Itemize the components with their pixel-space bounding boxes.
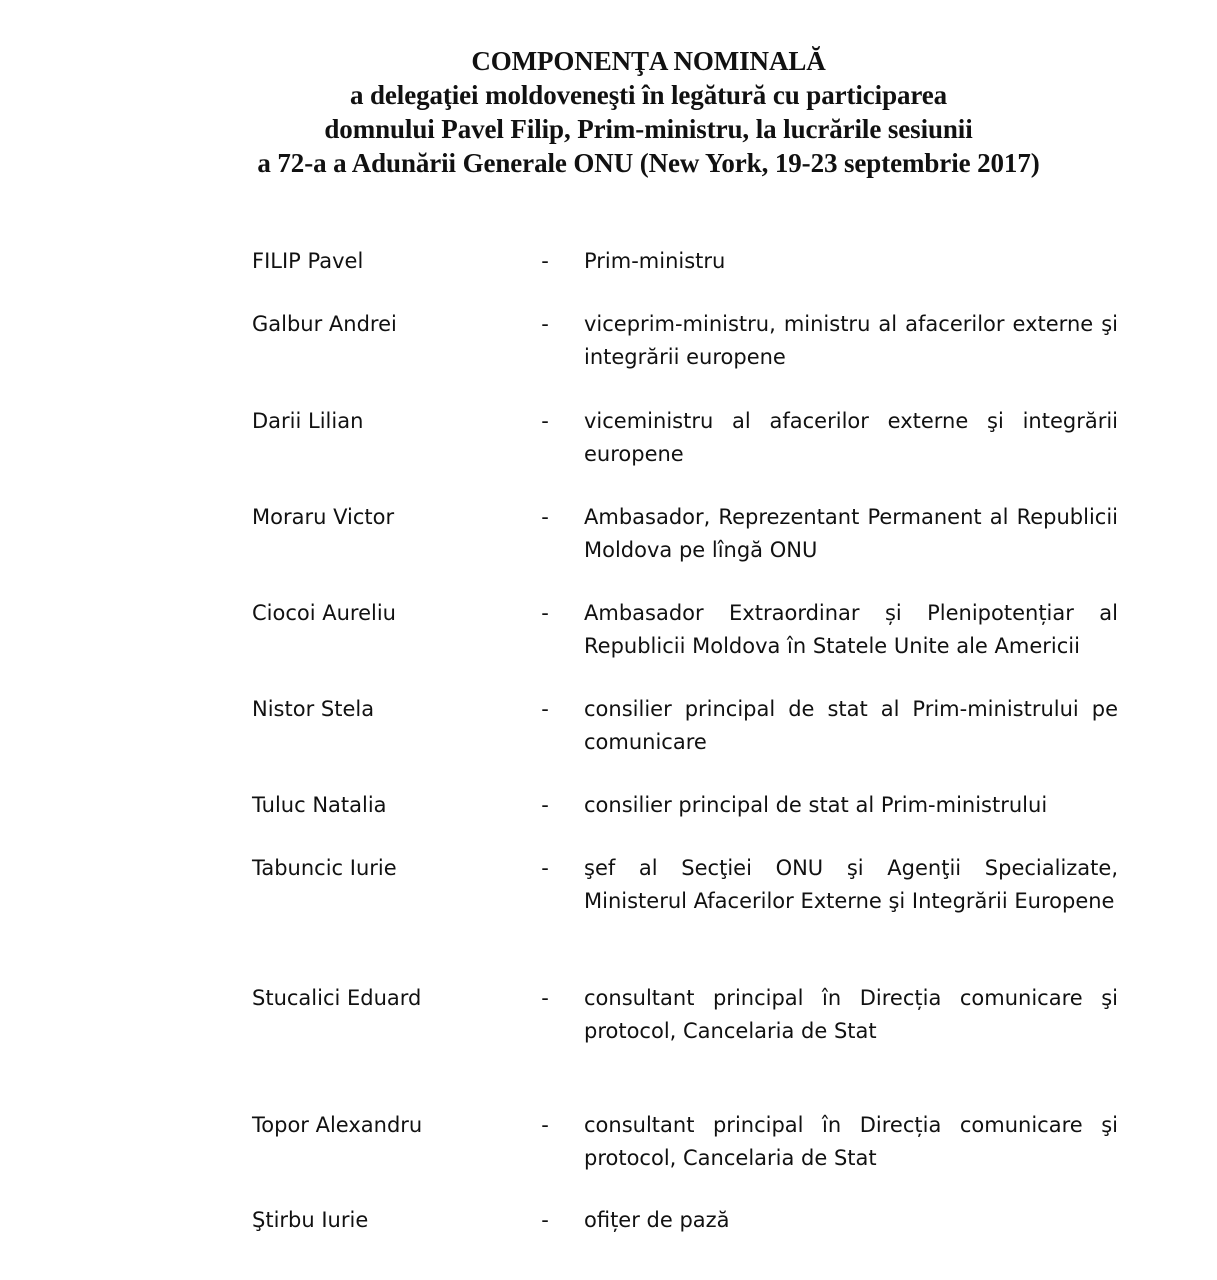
member-separator: - (541, 856, 549, 880)
member-role: ofițer de pază (584, 1208, 730, 1232)
document-title (0, 44, 1217, 180)
member-separator: - (541, 312, 549, 336)
member-name: Tabuncic Iurie (252, 856, 397, 880)
member-name: Galbur Andrei (252, 312, 397, 336)
member-separator: - (541, 505, 549, 529)
title-line-4: a 72-a a Adunării Generale ONU (New York, 19-23 septembrie 2017) (257, 148, 1040, 178)
member-name: Topor Alexandru (252, 1113, 423, 1137)
member-separator: - (541, 986, 549, 1010)
title-line-1: COMPONENŢA NOMINALĂ (471, 46, 826, 76)
member-role: consilier principal de stat al Prim-ministrului (584, 793, 1048, 817)
member-role: viceministru al afacerilor externe şi integrării europene (584, 409, 1118, 466)
member-role: Ambasador, Reprezentant Permanent al Republicii Moldova pe lîngă ONU (584, 505, 1118, 562)
member-separator: - (541, 249, 549, 273)
member-separator: - (541, 409, 549, 433)
member-separator: - (541, 1113, 549, 1137)
title-line-2: a delegaţiei moldoveneşti în legătură cu participarea (349, 80, 948, 110)
member-role: consultant principal în Direcția comunicare şi protocol, Cancelaria de Stat (584, 986, 1118, 1043)
member-role: consilier principal de stat al Prim-ministrului pe comunicare (584, 697, 1118, 754)
member-separator: - (541, 793, 549, 817)
member-name: Ciocoi Aureliu (252, 601, 396, 625)
member-role: şef al Secţiei ONU şi Agenţii Specializate, Ministerul Afacerilor Externe şi Integrării Europene (584, 856, 1118, 913)
member-separator: - (541, 601, 549, 625)
member-role: consultant principal în Direcția comunicare şi protocol, Cancelaria de Stat (584, 1113, 1118, 1170)
member-role: Prim-ministru (584, 249, 726, 273)
member-name: Tuluc Natalia (252, 793, 387, 817)
member-name: Darii Lilian (252, 409, 364, 433)
member-role: viceprim-ministru, ministru al afacerilor externe şi integrării europene (584, 312, 1118, 369)
member-role: Ambasador Extraordinar și Plenipotențiar al Republicii Moldova în Statele Unite ale Americii (584, 601, 1118, 658)
member-separator: - (541, 1208, 549, 1232)
member-name: Moraru Victor (252, 505, 395, 529)
member-separator: - (541, 697, 549, 721)
member-name: FILIP Pavel (252, 249, 364, 273)
member-name: Nistor Stela (252, 697, 375, 721)
member-name: Stucalici Eduard (252, 986, 422, 1010)
member-name: Ştirbu Iurie (252, 1208, 369, 1232)
title-line-3: domnului Pavel Filip, Prim-ministru, la lucrările sesiunii (324, 114, 973, 144)
